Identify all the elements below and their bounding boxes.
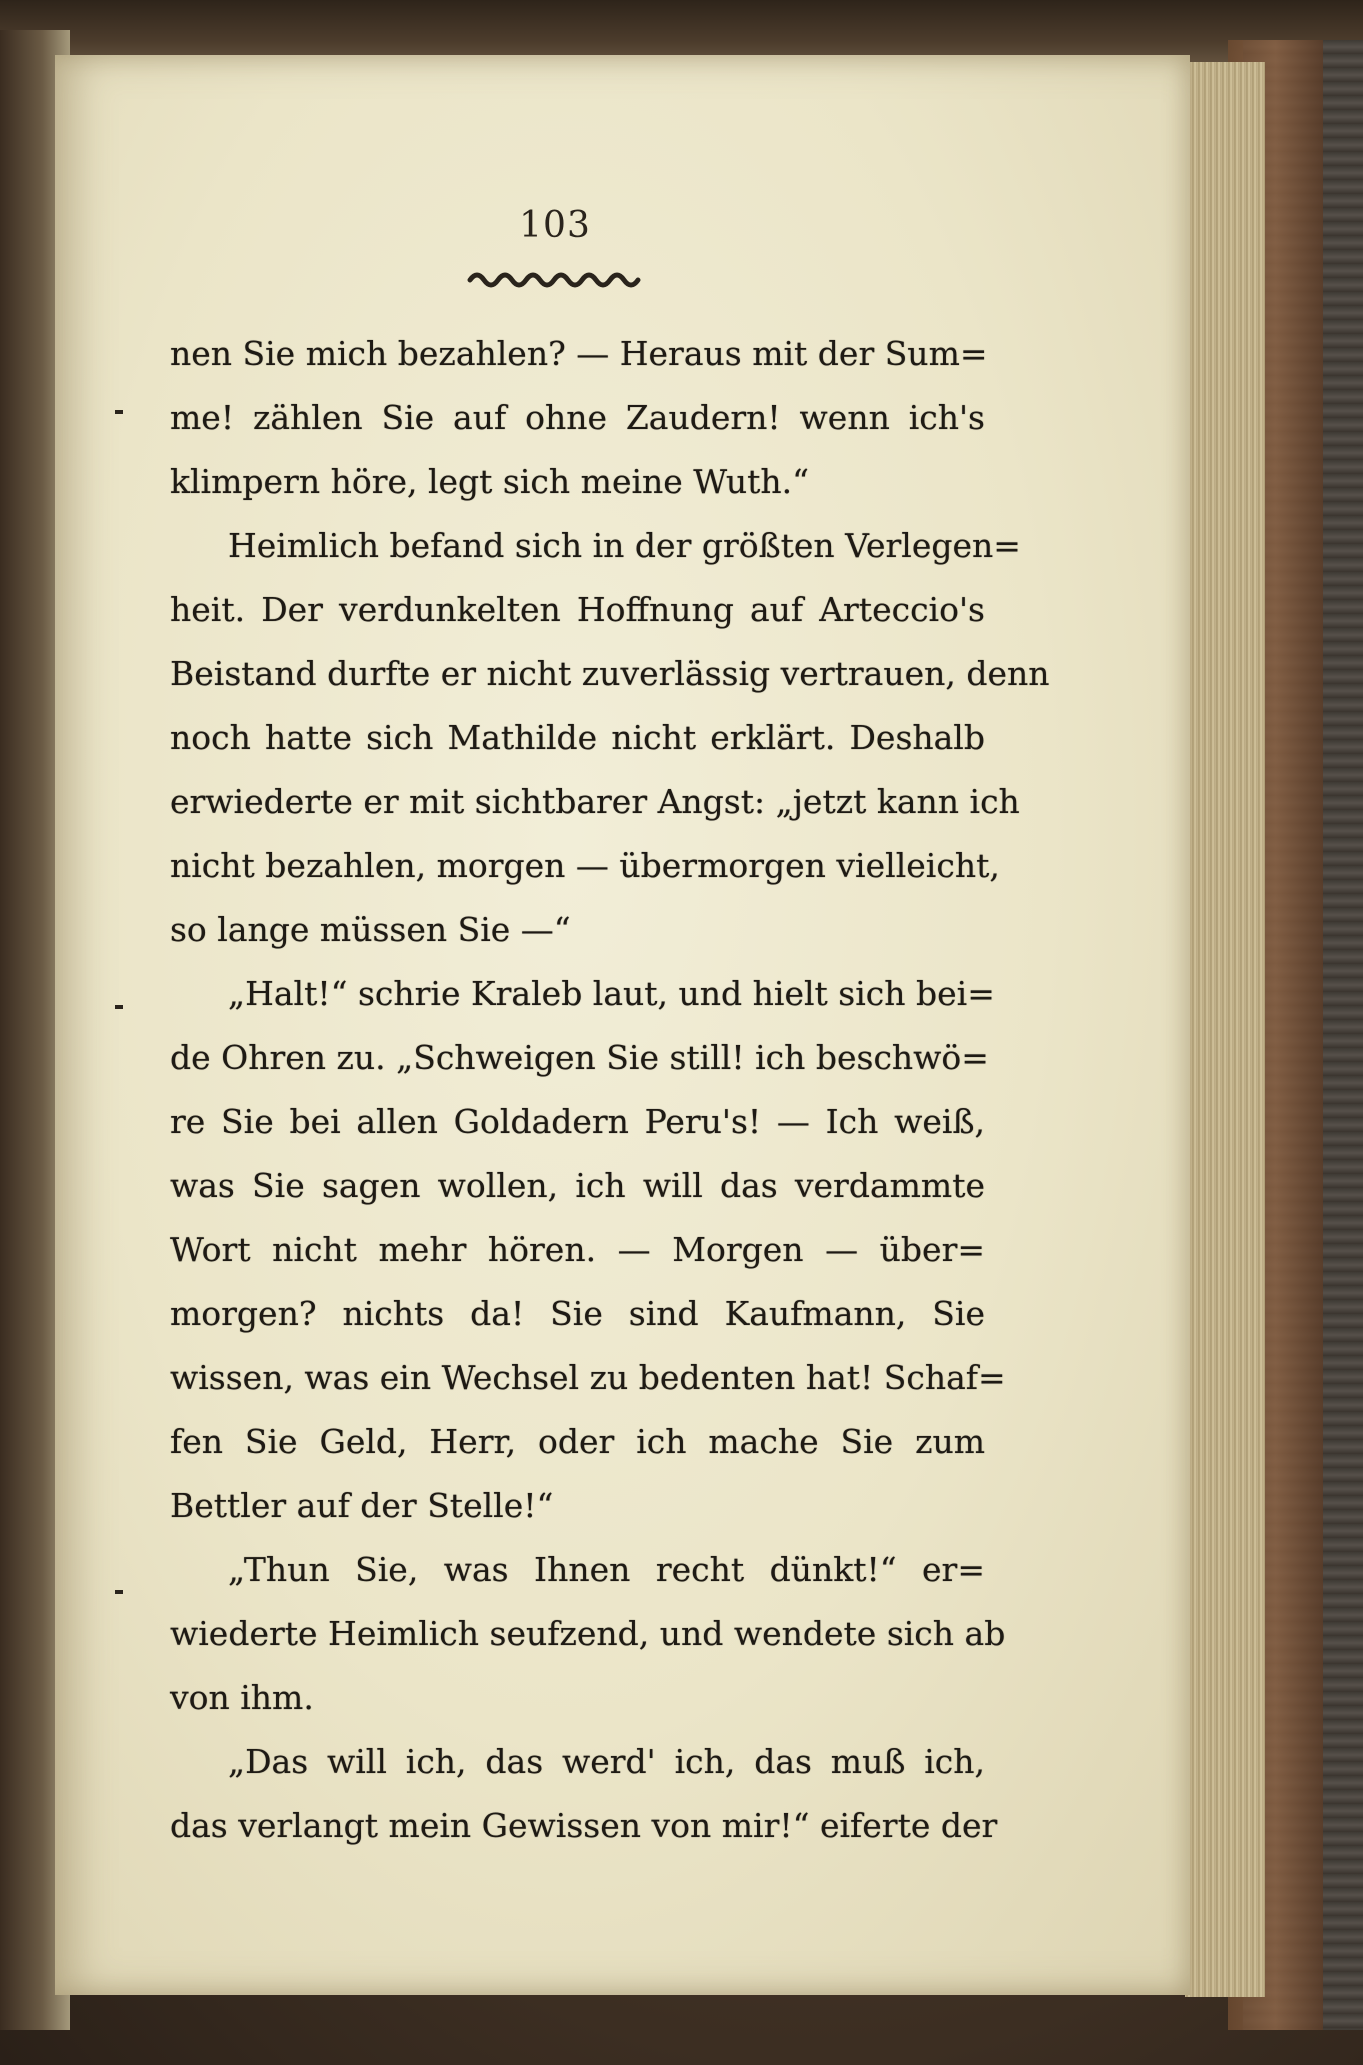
text-line: „Das will ich, das werd' ich, das muß ich,: [228, 1742, 985, 1781]
text-line: Beistand durfte er nicht zuverlässig vertrauen, denn: [170, 654, 1050, 693]
text-line: Heimlich befand sich in der größten Verlegen=: [228, 526, 1021, 565]
text-line: klimpern höre, legt sich meine Wuth.“: [170, 462, 810, 501]
page-text: [170, 322, 1050, 1858]
text-line: me! zählen Sie auf ohne Zaudern! wenn ich's: [170, 398, 985, 437]
text-line: fen Sie Geld, Herr, oder ich mache Sie zum: [170, 1422, 985, 1461]
page-edges: [1185, 62, 1265, 1997]
text-line: das verlangt mein Gewissen von mir!“ eiferte der: [170, 1806, 998, 1845]
margin-mark: [115, 1005, 123, 1009]
text-line: „Halt!“ schrie Kraleb laut, und hielt sich bei=: [228, 974, 995, 1013]
text-line: heit. Der verdunkelten Hoffnung auf Arteccio's: [170, 590, 985, 629]
text-line: re Sie bei allen Goldadern Peru's! — Ich weiß,: [170, 1102, 985, 1141]
wavy-rule-ornament: [465, 262, 645, 292]
text-line: Bettler auf der Stelle!“: [170, 1486, 554, 1525]
text-line: erwiederte er mit sichtbarer Angst: „jetzt kann ich: [170, 782, 1020, 821]
text-line: von ihm.: [170, 1678, 314, 1717]
text-line: nicht bezahlen, morgen — übermorgen vielleicht,: [170, 846, 1000, 885]
text-line: Wort nicht mehr hören. — Morgen — über=: [170, 1230, 985, 1269]
text-line: morgen? nichts da! Sie sind Kaufmann, Sie: [170, 1294, 985, 1333]
text-line: was Sie sagen wollen, ich will das verdammte: [170, 1166, 985, 1205]
text-line: de Ohren zu. „Schweigen Sie still! ich beschwö=: [170, 1038, 989, 1077]
text-line: wissen, was ein Wechsel zu bedenten hat! Schaf=: [170, 1358, 1006, 1397]
text-line: so lange müssen Sie —“: [170, 910, 571, 949]
text-line: noch hatte sich Mathilde nicht erklärt. Deshalb: [170, 718, 985, 757]
text-line: „Thun Sie, was Ihnen recht dünkt!“ er=: [228, 1550, 985, 1589]
margin-mark: [115, 1590, 123, 1594]
page-number: 103: [519, 205, 591, 246]
text-line: wiederte Heimlich seufzend, und wendete sich ab: [170, 1614, 1006, 1653]
margin-mark: [115, 410, 123, 414]
text-line: nen Sie mich bezahlen? — Heraus mit der Sum=: [170, 334, 988, 373]
